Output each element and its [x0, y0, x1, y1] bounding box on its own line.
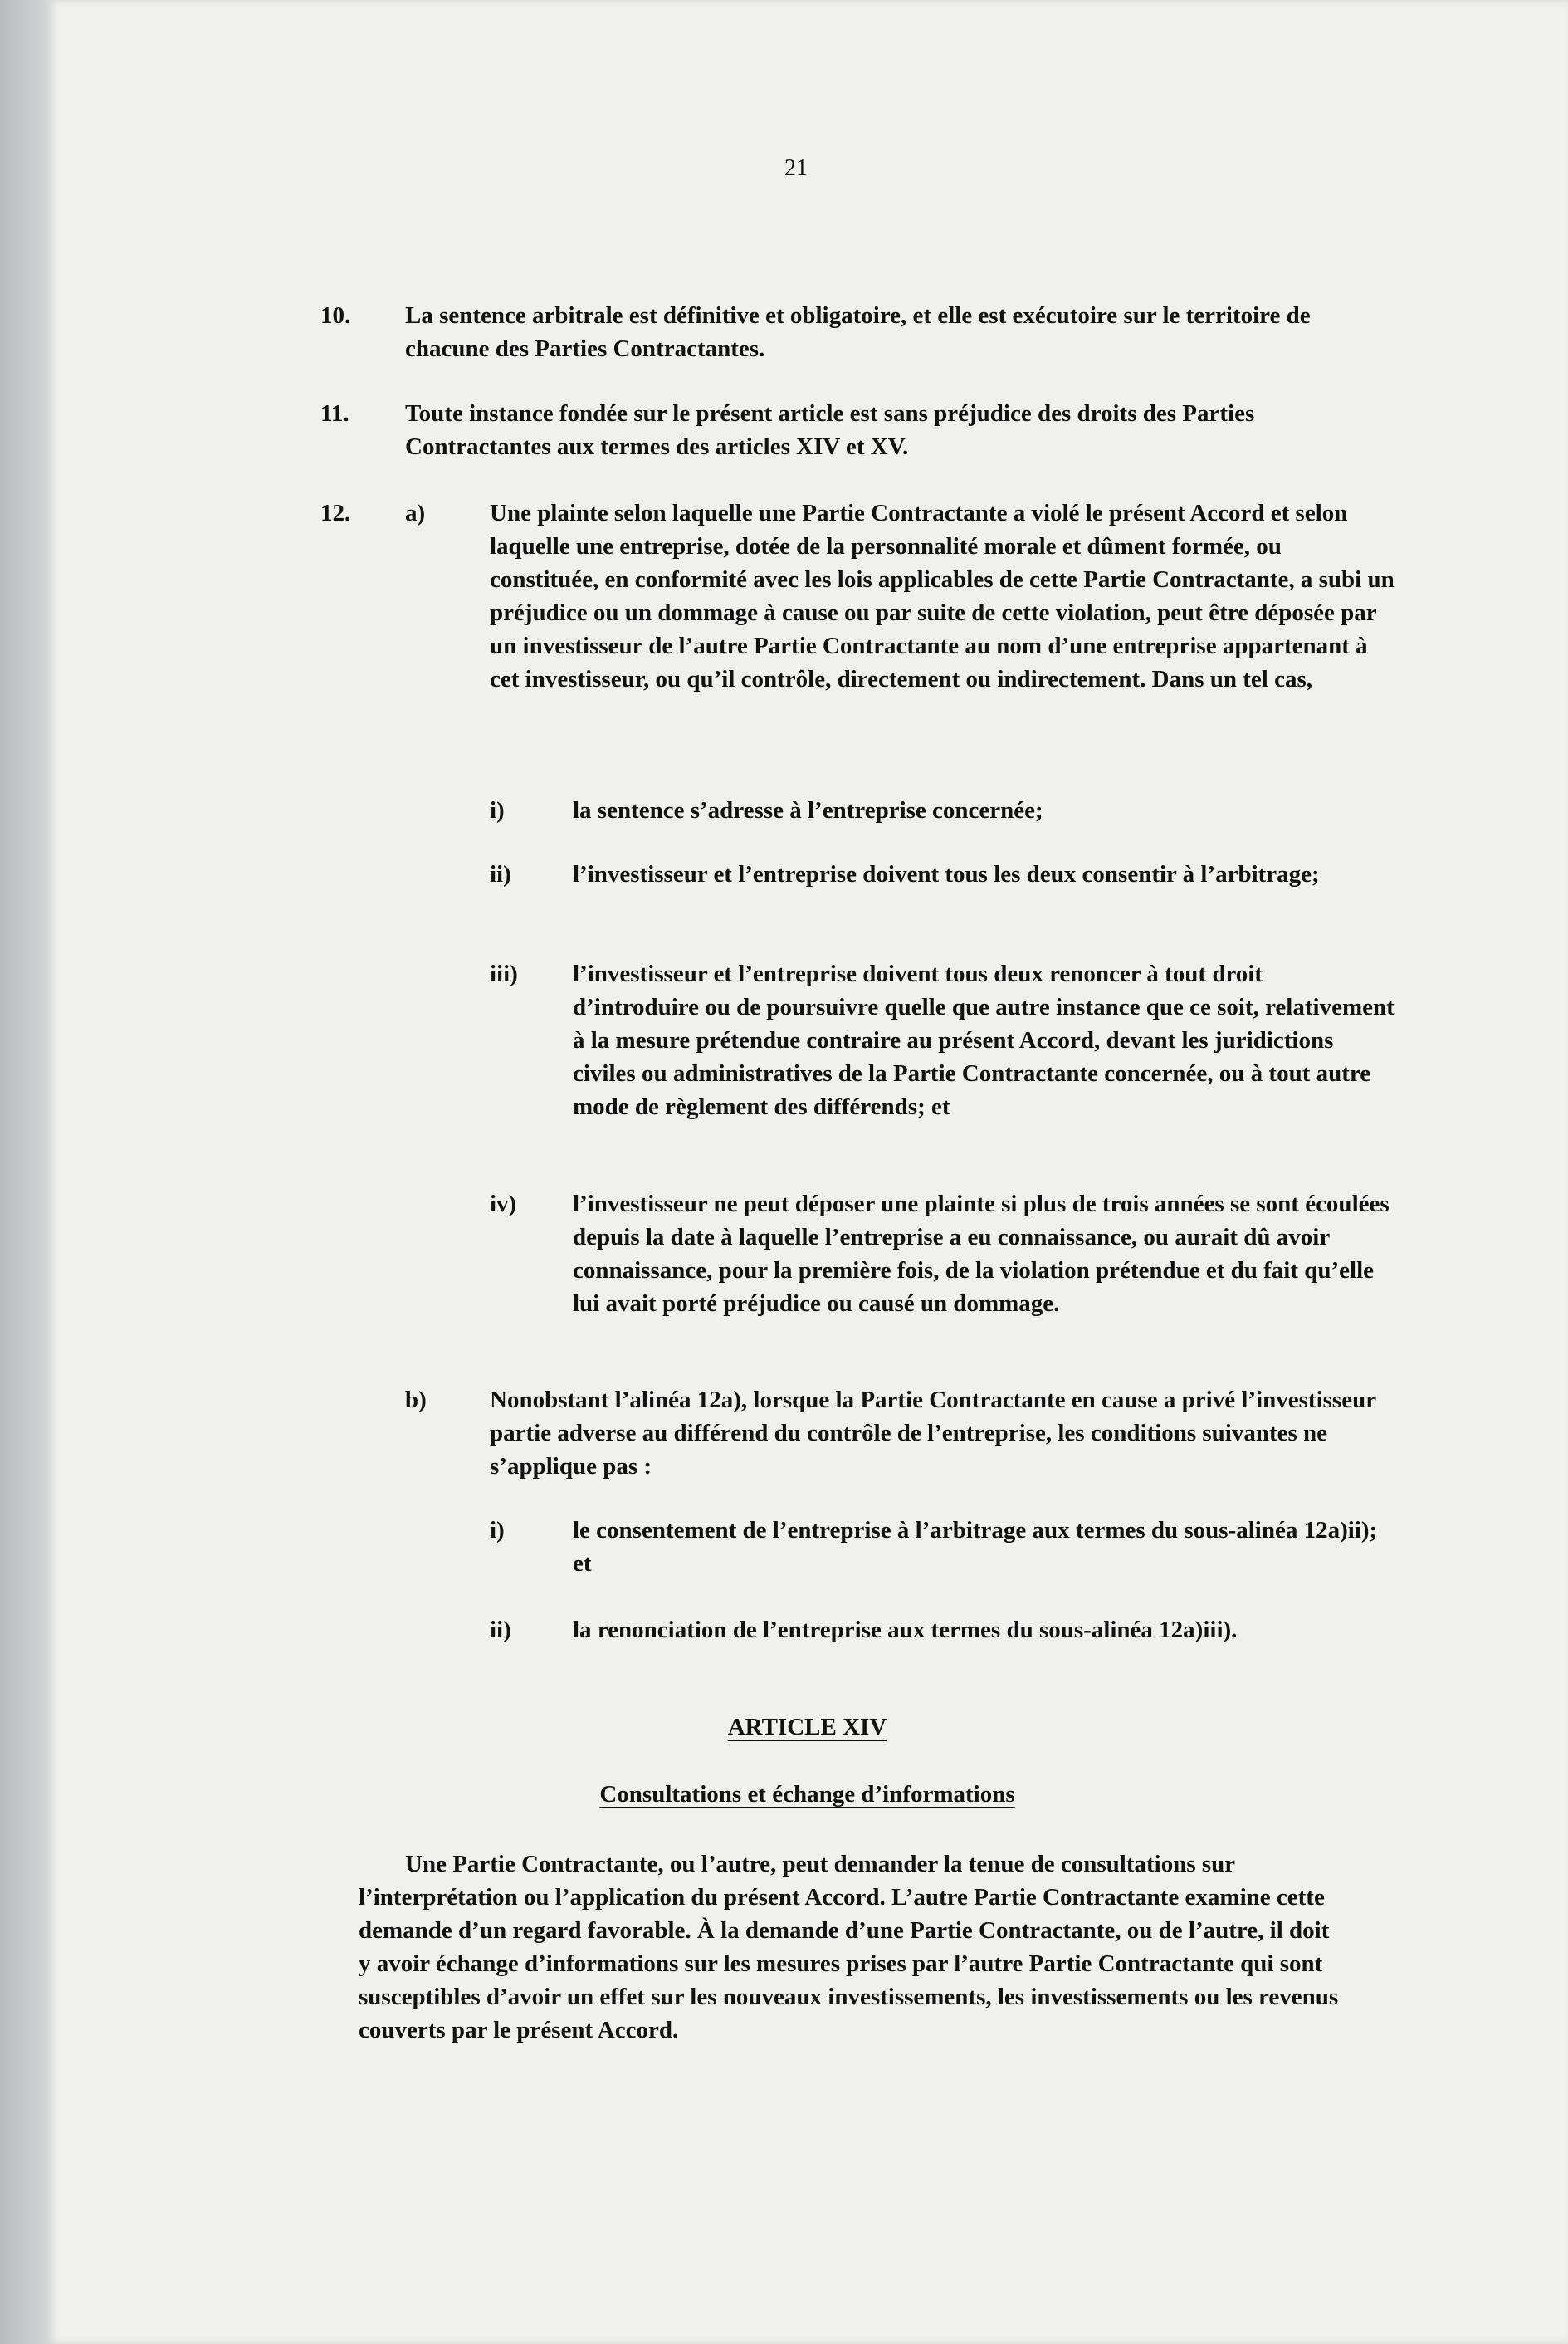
- paragraph-number: 12.: [320, 500, 351, 526]
- scan-edge: [0, 0, 46, 2344]
- document-page: [46, 0, 1568, 2344]
- item-text-b-i: le consentement de l’entreprise à l’arbitrage aux termes du sous-alinéa 12a)ii); et: [573, 1517, 1378, 1577]
- paragraph-number: 10.: [320, 302, 351, 329]
- subparagraph-label-b: b): [405, 1387, 427, 1413]
- paragraph-text: Toute instance fondée sur le présent article est sans préjudice des droits des Parties Contractantes aux termes des articles XIV et XV.: [405, 400, 1255, 460]
- item-label-a-ii: ii): [490, 861, 511, 888]
- subparagraph-text-b: Nonobstant l’alinéa 12a), lorsque la Partie Contractante en cause a privé l’investisseur partie adverse au différend du contrôle de l’entreprise, les conditions suivantes ne s’applique pas :: [490, 1387, 1376, 1480]
- item-label-b-i: i): [490, 1517, 505, 1544]
- item-text-a-iv: l’investisseur ne peut déposer une plainte si plus de trois années se sont écoulées depuis la date à laquelle l’entreprise a eu connaissance, ou aurait dû avoir connaissance, pour la première fois, de la violation prétendue et du fait qu’elle lui avait porté préjudice ou causé un dommage.: [573, 1191, 1390, 1317]
- paragraph-text: La sentence arbitrale est définitive et obligatoire, et elle est exécutoire sur le territoire de chacune des Parties Contractantes.: [405, 302, 1311, 362]
- page-content: [46, 0, 1568, 2344]
- item-text-a-i: la sentence s’adresse à l’entreprise concernée;: [573, 797, 1043, 824]
- item-label-b-ii: ii): [490, 1617, 511, 1643]
- item-text-b-ii: la renonciation de l’entreprise aux termes du sous-alinéa 12a)iii).: [573, 1617, 1238, 1643]
- paragraph-number: 11.: [320, 400, 349, 427]
- item-label-a-iii: iii): [490, 961, 518, 987]
- subparagraph-text-a: Une plainte selon laquelle une Partie Contractante a violé le présent Accord et selon laquelle une entreprise, dotée de la personnalité morale et dûment formée, ou constituée, en conformité avec les lois applicables de cette Partie Contractante, a subi un préjudice ou un dommage à cause ou par suite de cette violation, peut être déposée par un investisseur de l’autre Partie Contractante au nom d’une entreprise appartenant à cet investisseur, ou qu’il contrôle, directement ou indirectement. Dans un tel cas,: [490, 500, 1395, 692]
- item-text-a-ii: l’investisseur et l’entreprise doivent tous les deux consentir à l’arbitrage;: [573, 861, 1320, 888]
- item-label-a-i: i): [490, 797, 505, 824]
- item-text-a-iii: l’investisseur et l’entreprise doivent tous deux renoncer à tout droit d’introduire ou de poursuivre quelle que autre instance que ce soit, relativement à la mesure prétendue contraire au présent Accord, devant les juridictions civiles ou administratives de la Partie Contractante concernée, ou à tout autre mode de règlement des différends; et: [573, 961, 1395, 1120]
- item-label-a-iv: iv): [490, 1191, 517, 1217]
- subparagraph-label-a: a): [405, 500, 426, 526]
- article-title: ARTICLE XIV: [727, 1714, 887, 1740]
- article-body: Une Partie Contractante, ou l’autre, peut demander la tenue de consultations sur l’interprétation ou l’application du présent Accord. L’autre Partie Contractante examine cette demande d’un regard favorable. À la demande d’une Partie Contractante, ou de l’autre, il doit y avoir échange d’informations sur les mesures prises par l’autre Partie Contractante qui sont susceptibles d’avoir un effet sur les nouveaux investissements, les investissements ou les revenus couverts par le présent Accord.: [359, 1851, 1339, 2043]
- article-subtitle: Consultations et échange d’informations: [599, 1781, 1015, 1808]
- page-number: 21: [784, 155, 808, 181]
